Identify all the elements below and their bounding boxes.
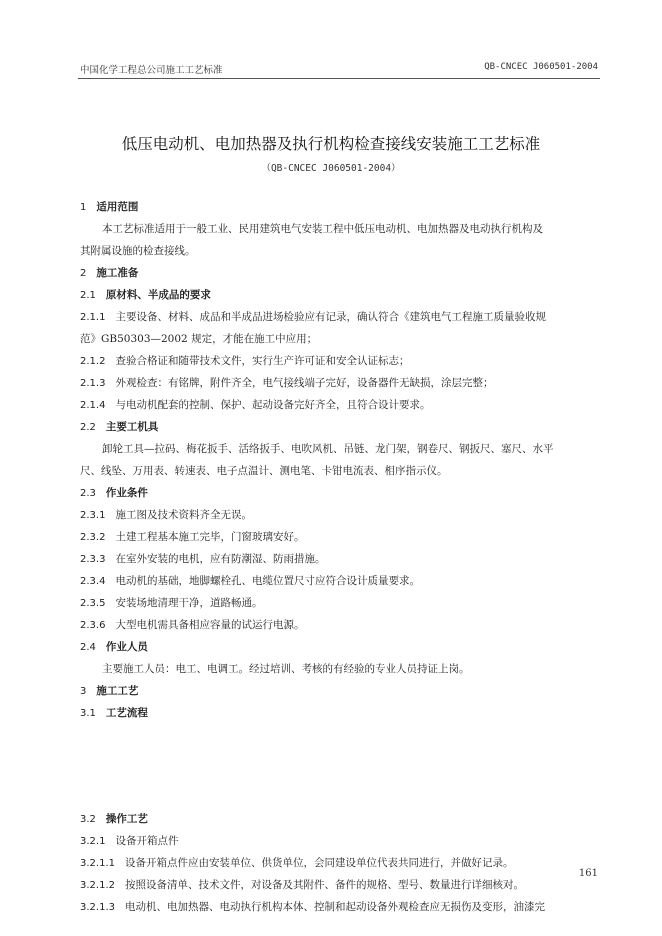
line-text: 适用范围 xyxy=(96,201,139,213)
line-text: 卸轮工具—拉码、梅花扳手、活络扳手、电吹风机、吊链、龙门架，钢卷尺、钢扳尺、塞尺、水平 xyxy=(102,443,554,455)
paragraph-line xyxy=(80,460,600,482)
paragraph-line xyxy=(80,372,600,394)
section-number: 3 xyxy=(80,686,87,697)
line-text: 工艺流程 xyxy=(105,707,148,719)
line-text: 操作工艺 xyxy=(105,813,148,825)
line-text: 土建工程基本施工完毕，门窗玻璃安好。 xyxy=(115,531,305,543)
line-text: 作业条件 xyxy=(105,487,148,499)
section-number: 2.1.3 xyxy=(80,378,106,389)
section-number: 2.3.3 xyxy=(80,554,106,565)
section-number: 2.3.5 xyxy=(80,598,106,609)
line-text: 在室外安装的电机，应有防潮湿、防雨措施。 xyxy=(115,553,326,565)
line-text: 施工工艺 xyxy=(96,685,139,697)
paragraph-line xyxy=(80,658,600,680)
page-number: 161 xyxy=(578,868,598,879)
section-heading xyxy=(80,702,600,724)
paragraph-line xyxy=(80,526,600,548)
line-text: 主要施工人员：电工、电调工。经过培训、考核的有经验的专业人员持证上岗。 xyxy=(102,663,470,675)
line-text: 主要工机具 xyxy=(105,421,159,433)
paragraph-line xyxy=(80,504,600,526)
section-heading xyxy=(80,680,600,702)
section-number: 2.3.1 xyxy=(80,510,106,521)
section-number: 3.2.1 xyxy=(80,836,106,847)
section-number: 3.2.1.2 xyxy=(80,880,115,891)
line-text: 安装场地清理干净，道路畅通。 xyxy=(115,597,263,609)
section-heading xyxy=(80,636,600,658)
line-text: 查验合格证和随带技术文件，实行生产许可证和安全认证标志； xyxy=(115,355,410,367)
line-text: 其附属设施的检查接线。 xyxy=(80,245,196,257)
paragraph-line xyxy=(80,328,600,350)
section-number: 2.3 xyxy=(80,488,96,499)
section-heading xyxy=(80,196,600,218)
section-number: 3.2.1.1 xyxy=(80,858,115,869)
line-text: 范》GB50303—2002 规定，才能在施工中应用； xyxy=(80,333,318,345)
running-header xyxy=(80,62,598,78)
section-number: 2.3.4 xyxy=(80,576,106,587)
line-text: 电动机的基础，地脚螺栓孔、电缆位置尺寸应符合设计质量要求。 xyxy=(115,575,420,587)
section-heading xyxy=(80,482,600,504)
paragraph-line xyxy=(80,548,600,570)
line-text: 设备开箱点件应由安装单位、供货单位，会同建设单位代表共同进行，并做好记录。 xyxy=(125,857,514,869)
header-left: 中国化学工程总公司施工工艺标准 xyxy=(80,65,223,76)
process-flow-chart-area xyxy=(80,724,600,808)
document-body xyxy=(80,196,600,918)
document-title: 低压电动机、电加热器及执行机构检查接线安装施工工艺标准 xyxy=(121,135,541,153)
section-number: 3.2 xyxy=(80,814,96,825)
section-number: 2 xyxy=(80,268,87,279)
paragraph-line xyxy=(80,438,600,460)
line-text: 施工图及技术资料齐全无误。 xyxy=(115,509,252,521)
section-number: 2.1 xyxy=(80,290,96,301)
line-text: 施工准备 xyxy=(96,267,139,279)
line-text: 电动机、电加热器、电动执行机构本体、控制和起动设备外观检查应无损伤及变形，油漆完 xyxy=(125,901,545,913)
paragraph-line xyxy=(80,896,600,918)
section-number: 2.1.1 xyxy=(80,312,106,323)
section-number: 2.3.2 xyxy=(80,532,106,543)
paragraph-line xyxy=(80,852,600,874)
line-text: 本工艺标准适用于一般工业、民用建筑电气安装工程中低压电动机、电加热器及电动执行机构及 xyxy=(102,223,543,235)
paragraph-line xyxy=(80,394,600,416)
paragraph-line xyxy=(80,218,600,240)
section-heading xyxy=(80,416,600,438)
section-number: 2.1.2 xyxy=(80,356,106,367)
section-number: 2.3.6 xyxy=(80,620,106,631)
line-text: 原材料、半成品的要求 xyxy=(105,289,211,301)
line-text: 大型电机需具备相应容量的试运行电源。 xyxy=(115,619,305,631)
paragraph-line xyxy=(80,350,600,372)
document-code: （QB-CNCEC J060501-2004） xyxy=(261,163,401,174)
section-heading xyxy=(80,808,600,830)
paragraph-line xyxy=(80,592,600,614)
paragraph-line xyxy=(80,570,600,592)
section-number: 3.2.1.3 xyxy=(80,902,115,913)
line-text: 外观检查：有铭牌，附件齐全，电气接线端子完好，设备器件无缺损，涂层完整； xyxy=(115,377,494,389)
paragraph-line xyxy=(80,240,600,262)
section-number: 2.2 xyxy=(80,422,96,433)
paragraph-line xyxy=(80,874,600,896)
line-text: 主要设备、材料、成品和半成品进场检验应有记录，确认符合《建筑电气工程施工质量验收规 xyxy=(115,311,546,323)
section-number: 3.1 xyxy=(80,708,96,719)
section-heading xyxy=(80,262,600,284)
paragraph-line xyxy=(80,830,600,852)
paragraph-line xyxy=(80,614,600,636)
section-number: 1 xyxy=(80,202,87,213)
section-number: 2.1.4 xyxy=(80,400,106,411)
header-right: QB-CNCEC J060501-2004 xyxy=(484,62,598,72)
line-text: 尺、线坠、万用表、转速表、电子点温计、测电笔、卡钳电流表、相序指示仪。 xyxy=(80,465,448,477)
line-text: 按照设备清单、技术文件，对设备及其附件、备件的规格、型号、数量进行详细核对。 xyxy=(125,879,524,891)
section-number: 2.4 xyxy=(80,642,96,653)
section-heading xyxy=(80,284,600,306)
header-rule xyxy=(78,78,600,79)
line-text: 作业人员 xyxy=(105,641,148,653)
paragraph-line xyxy=(80,306,600,328)
line-text: 与电动机配套的控制、保护、起动设备完好齐全，且符合设计要求。 xyxy=(115,399,431,411)
line-text: 设备开箱点件 xyxy=(115,835,179,847)
